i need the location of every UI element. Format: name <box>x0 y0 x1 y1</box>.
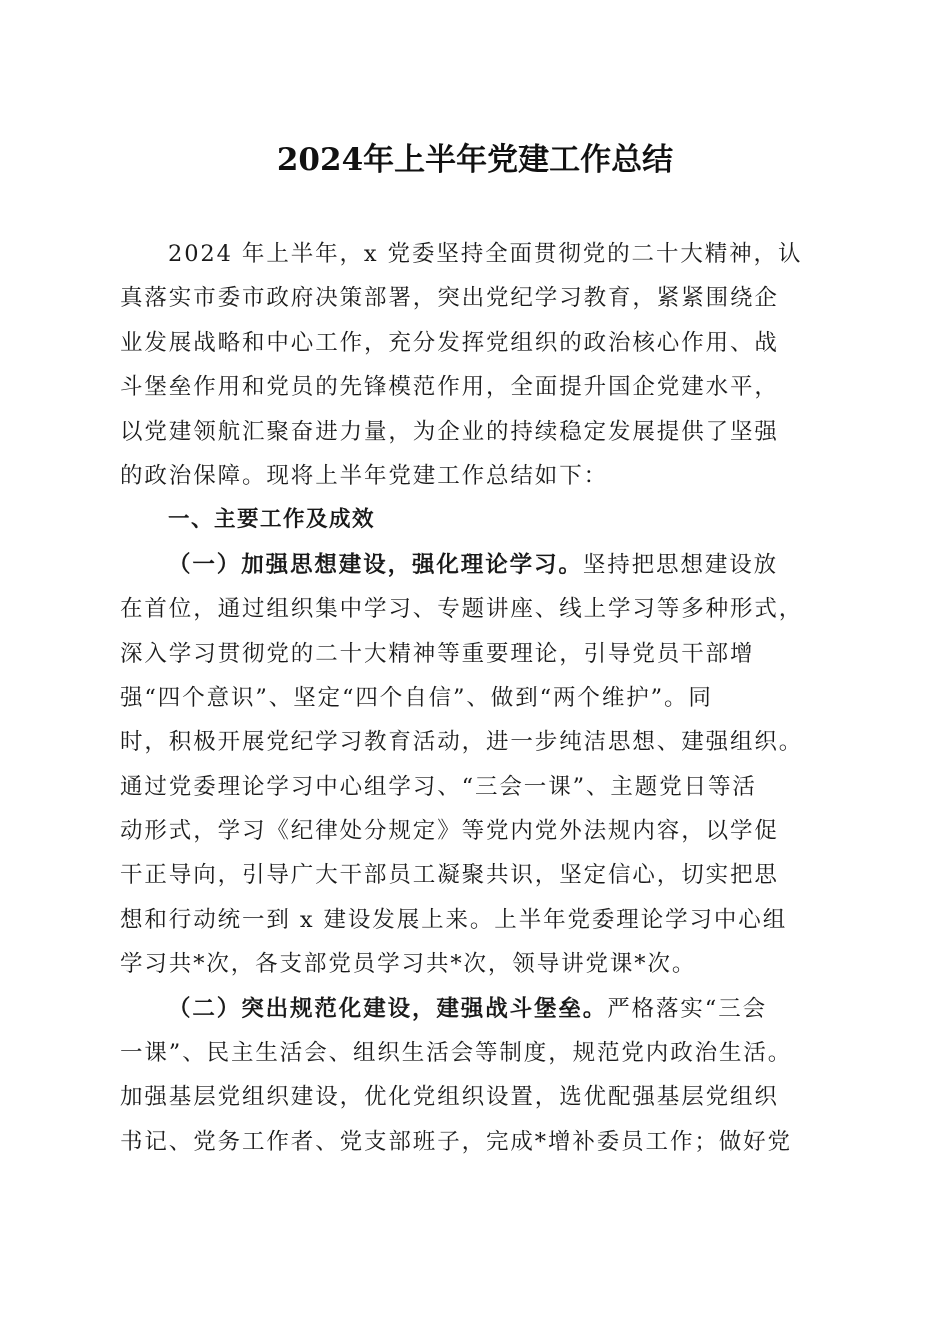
subsection-heading: （一）加强思想建设，强化理论学习。 <box>168 551 583 578</box>
document-body <box>120 232 832 1164</box>
paragraph-line: 以党建领航汇聚奋进力量，为企业的持续稳定发展提供了坚强 <box>120 418 779 445</box>
paragraph-line: 通过党委理论学习中心组学习、“三会一课”、主题党日等活 <box>120 773 757 800</box>
paragraph-line: 斗堡垒作用和党员的先锋模范作用，全面提升国企党建水平， <box>120 374 779 401</box>
paragraph-line: 业发展战略和中心工作，充分发挥党组织的政治核心作用、战 <box>120 329 779 356</box>
subsection-lead-line: （一）加强思想建设，强化理论学习。坚持把思想建设放 <box>168 551 779 578</box>
subsection-lead-line: （二）突出规范化建设，建强战斗堡垒。严格落实“三会 <box>168 995 768 1022</box>
paragraph-line: 2024 年上半年，x 党委坚持全面贯彻党的二十大精神，认 <box>168 241 803 267</box>
paragraph-line: 干正导向，引导广大干部员工凝聚共识，坚定信心，切实把思 <box>120 862 779 889</box>
paragraph-line: 在首位，通过组织集中学习、专题讲座、线上学习等多种形式， <box>120 596 804 623</box>
subsection-heading: （二）突出规范化建设，建强战斗堡垒。 <box>168 995 608 1022</box>
paragraph-line: 的政治保障。现将上半年党建工作总结如下： <box>120 462 609 489</box>
paragraph-line: 时，积极开展党纪学习教育活动，进一步纯洁思想、建强组织。 <box>120 729 804 756</box>
paragraph-line: 动形式，学习《纪律处分规定》等党内党外法规内容，以学促 <box>120 818 779 845</box>
paragraph-line: 深入学习贯彻党的二十大精神等重要理论，引导党员干部增 <box>120 640 755 667</box>
paragraph-line: 强“四个意识”、坚定“四个自信”、做到“两个维护”。同 <box>120 684 713 711</box>
section-heading: 一、主要工作及成效 <box>168 507 376 533</box>
paragraph-line: 加强基层党组织建设，优化党组织设置，选优配强基层党组织 <box>120 1084 779 1111</box>
paragraph-line: 一课”、民主生活会、组织生活会等制度，规范党内政治生活。 <box>120 1040 793 1067</box>
document-title: 2024年上半年党建工作总结 <box>276 142 674 178</box>
paragraph-line: 书记、党务工作者、党支部班子，完成*增补委员工作；做好党 <box>120 1128 792 1155</box>
paragraph-line: 想和行动统一到 x 建设发展上来。上半年党委理论学习中心组 <box>120 906 788 933</box>
paragraph-line: 真落实市委市政府决策部署，突出党纪学习教育，紧紧围绕企 <box>120 285 779 312</box>
paragraph-line: 学习共*次，各支部党员学习共*次，领导讲党课*次。 <box>120 951 697 978</box>
